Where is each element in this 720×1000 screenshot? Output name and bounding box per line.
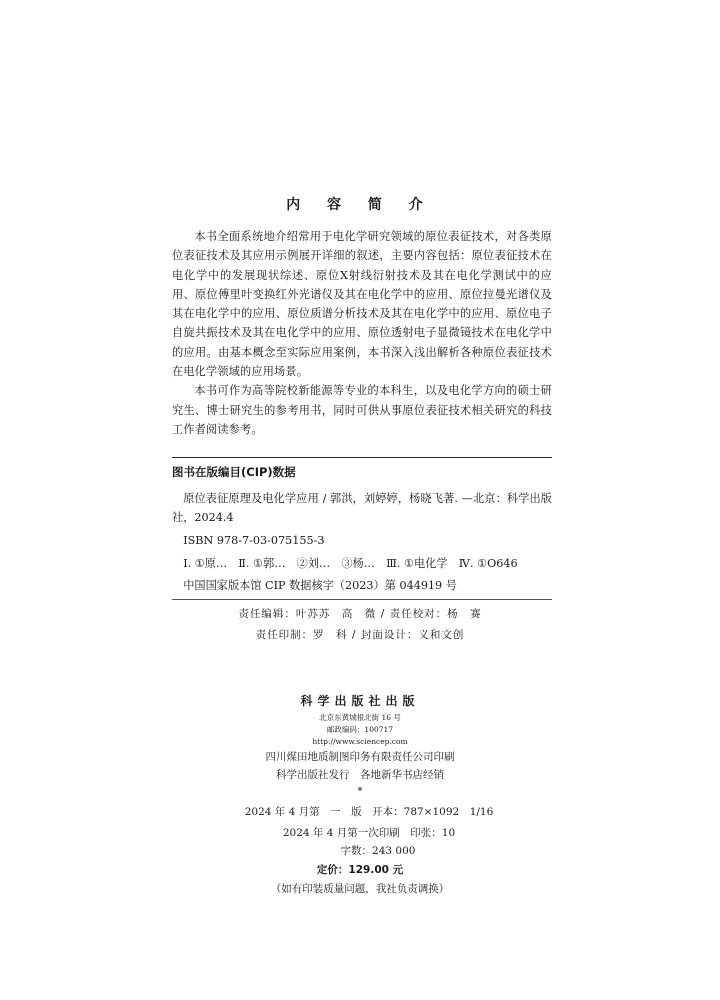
- summary-title: 内 容 简 介: [286, 197, 434, 213]
- word-count: 字数：243 000: [340, 845, 416, 857]
- summary-paragraph: 本书全面系统地介绍常用于电化学研究领域的原位表征技术，对各类原位表征技术及其应用示例展开详细的叙述，主要内容包括：原位表征技术在电化学中的发展现状综述、原位X射线衍射技术及其在电化学测试中的应用、原位傅里叶变换红外光谱仪及其在电化学中的应用、原位拉曼光谱仪及其在电化学中的应用、原位质谱分析技术及其在电化学中的应用、原位电子自旋共振技术及其在电化学中的应用、原位透射电子显微镜技术在电化学中的应用。由基本概念至实际应用案例，本书深入浅出解析各种原位表征技术在电化学领域的应用场景。: [172, 230, 552, 379]
- cip-bottom-rule: [172, 599, 552, 600]
- price-line: [0, 860, 720, 880]
- cip-record-number: 中国国家版本馆 CIP 数据核字（2023）第 044919 号: [183, 579, 457, 592]
- publisher-website: http://www.sciencep.com: [312, 737, 408, 746]
- summary-paragraph: 本书可作为高等院校新能源等专业的本科生，以及电化学方向的硕士研究生、博士研究生的参考用书，同时可供从事原位表征技术相关研究的科技工作者阅读参考。: [172, 384, 552, 436]
- editor-credits: 责任编辑：叶苏苏 高 微 / 责任校对：杨 赛: [238, 608, 482, 620]
- publisher-name: 科学出版社出版: [300, 694, 420, 708]
- printing-line: 2024 年 4 月第一次印刷 印张：10: [282, 827, 456, 839]
- edition-spec-block: [0, 800, 720, 842]
- printer-line: 四川煤田地质制图印务有限责任公司印刷: [265, 751, 455, 763]
- cip-heading: 图书在版编目(CIP)数据: [172, 465, 296, 479]
- separator-asterisk: *: [357, 786, 363, 797]
- edition-line: 2024 年 4 月第 一 版 开本：787×1092 1/16: [244, 806, 494, 818]
- cip-top-rule: [172, 457, 552, 458]
- production-credits: 责任印制：罗 科 / 封面设计：义和文创: [255, 629, 465, 641]
- cip-description: 原位表征原理及电化学应用 / 郭洪，刘婷婷，杨晓飞著. —北京：科学出版社，2024.4: [172, 492, 552, 524]
- cip-classification: Ⅰ. ①原… Ⅱ. ①郭… ②刘… ③杨… Ⅲ. ①电化学 Ⅳ. ①O646: [183, 557, 518, 570]
- publisher-address: 北京东黄城根北街 16 号: [319, 713, 401, 722]
- cip-isbn: ISBN 978-7-03-075155-3: [183, 534, 325, 547]
- imprint-block: [0, 690, 720, 898]
- summary-body: [172, 227, 552, 439]
- quality-notice: （如有印装质量问题，我社负责调换）: [270, 883, 450, 895]
- distribution-line: 科学出版社发行 各地新华书店经销: [276, 769, 444, 781]
- publisher-postcode: 邮政编码：100717: [326, 725, 394, 734]
- price-value: 129.00 元: [348, 864, 404, 876]
- price-label: 定价：: [316, 864, 349, 876]
